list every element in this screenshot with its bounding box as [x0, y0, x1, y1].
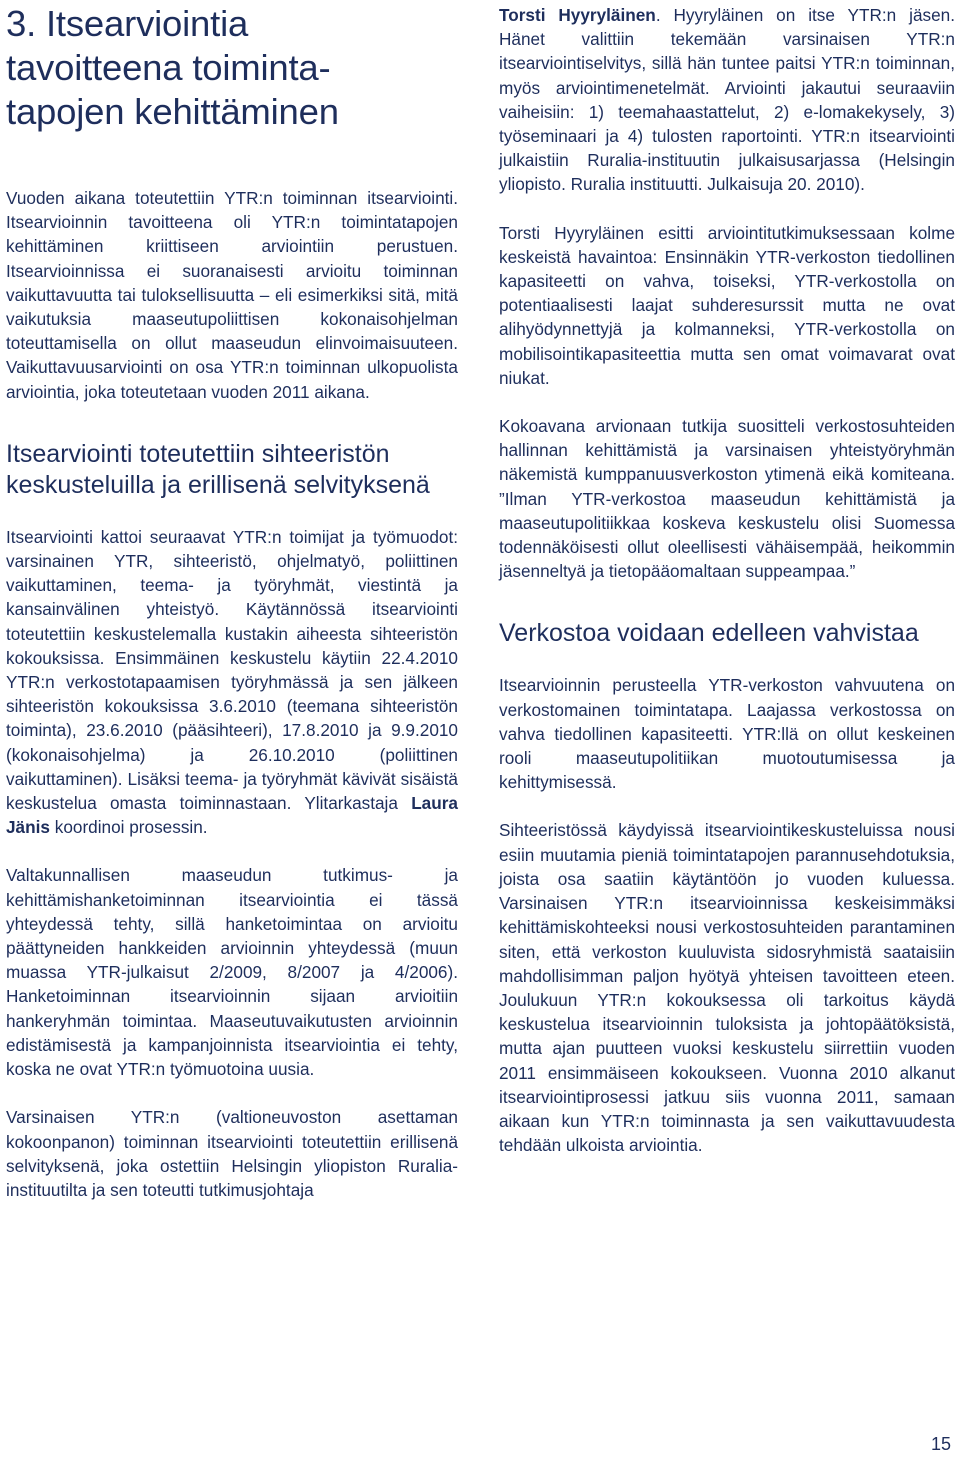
body-paragraph: Torsti Hyyryläinen esitti arviointitutkimuksessaan kolme keskeistä havaintoa: Ensinnäkin YTR-verkoston tiedollinen kapasiteetti on vahva, toiseksi, YTR-verkostolla on potentiaalisesti laajat suhderesurssit mutta ne ovat alihyödynnettyjä ja kolmanneksi, YTR-verkostolla on mobilisointikapasiteettia mutta sen omat voimavarat ovat niukat.	[499, 222, 955, 388]
chapter-title-line-2: tavoitteena toiminta-	[6, 47, 331, 88]
person-name: Laura Jänis	[6, 793, 458, 838]
right-column	[499, 0, 955, 1157]
left-column	[6, 0, 458, 1202]
body-paragraph: Itsearvioinnin perusteella YTR-verkoston vahvuutena on verkostomainen toimintatapa. Laajassa verkostossa on vahva tiedollinen kapasiteetti. YTR:llä on ollut keskeinen rooli maaseutupolitiikan muotoutumisessa ja kehittymisessä.	[499, 675, 955, 793]
chapter-title-line-1: 3. Itsearviointia	[6, 3, 249, 44]
body-paragraph: Valtakunnallisen maaseudun tutkimus- ja kehittämishanketoiminnan itsearviointia ei tässä yhteydessä tehty, sillä hanketoimintaa on arvioitu päättyneiden hankkeiden arvioinnin yhteydessä (muun muassa YTR-julkaisut 2/2009, 8/2007 ja 4/2006). Hanketoiminnan itsearvioinnin sijaan arvioitiin hankeryhmän toimintaa. Maaseutuvaikutusten arvioinnin edistämisestä ja kampanjoinnista itsearviointia ei tehty, koska ne ovat YTR:n työmuotoina uusia.	[6, 865, 458, 1080]
body-paragraph: Kokoavana arvionaan tutkija suositteli verkostosuhteiden hallinnan kehittämistä ja varsinaisen yhteistyöryhmän näkemistä kumppanuusverkoston ytimenä eikä komiteana. ”Ilman YTR-verkostoa maaseudun kehittämistä ja maaseutupolitiikkaa koskeva keskustelu olisi Suomessa todennäköisesti ollut oleellisesti vähäisempää, heikommin jäsenneltyä ja tietopääomaltaan suppeampaa.”	[499, 416, 955, 582]
body-paragraph: Varsinaisen YTR:n (valtioneuvoston asettaman kokoonpanon) toiminnan itsearviointi toteutettiin erillisenä selvityksenä, joka ostettiin Helsingin yliopiston Ruralia-instituutilta ja sen toteutti tutkimusjohtaja	[6, 1107, 458, 1200]
person-name: Torsti Hyyryläinen	[499, 5, 656, 25]
section-heading-network: Verkostoa voidaan edelleen vahvistaa	[499, 619, 919, 648]
body-text: koordinoi prosessin.	[49, 817, 208, 838]
page-number: 15	[931, 1434, 952, 1454]
section-heading-self-evaluation: Itsearviointi toteutettiin sihteeristön keskusteluilla ja erillisenä selvityksenä	[6, 439, 430, 499]
body-paragraph	[6, 525, 458, 840]
chapter-title	[6, 2, 458, 134]
body-text: Itsearviointi kattoi seuraavat YTR:n toimijat ja työmuodot: varsinainen YTR, sihteeristö, ohjelmatyö, poliittinen vaikuttaminen, teema- ja työryhmät, viestintä ja kansainvälinen yhteistyö. Käytännössä itsearviointi toteutettiin keskustelemalla kustakin aiheesta sihteeristön kokouksissa. Ensimmäinen keskustelu käytiin 22.4.2010 YTR:n verkostotapaamisen työryhmässä ja sen jälkeen sihteeristön kokouksissa 3.6.2010 (teemana sihteeristön toiminta), 23.6.2010 (pääsihteeri), 17.8.2010 ja 9.9.2010 (kokonaisohjelma) ja 26.10.2010 (poliittinen vaikuttaminen). Lisäksi teema- ja työryhmät kävivät sisäistä keskustelua omasta toiminnastaan. Ylitarkastaja	[6, 526, 458, 814]
intro-paragraph: Vuoden aikana toteutettiin YTR:n toiminnan itsearviointi. Itsearvioinnin tavoitteena oli YTR:n toimintatapojen kehittäminen kriittiseen arviointiin perustuen. Itsearvioinnissa ei suoranaisesti arvioitu toiminnan vaikuttavuutta tai tuloksellisuutta – eli esimerkiksi sitä, mitä vaikutuksia maaseutupoliittisen kokonaisohjelman toteuttamisella on ollut maaseudun elinvoimaisuuteen. Vaikuttavuusarviointi on osa YTR:n toiminnan ulkopuolista arviointia, joka toteutetaan vuoden 2011 aikana.	[6, 188, 458, 402]
body-text: . Hyyryläinen on itse YTR:n jäsen. Hänet valittiin tekemään varsinaisen YTR:n itsearviointiselvitys, sillä hän tuntee paitsi YTR:n toiminnan, myös arviointimenetelmät. Arviointi jakautui seuraaviin vaiheisiin: 1) teemahaastattelut, 2) e-lomakekysely, 3) työseminaari ja 4) tulosten raportointi. YTR:n itsearviointi julkaistiin Ruralia-instituutin julkaisusarjassa (Helsingin yliopisto. Ruralia instituutti. Julkaisuja 20. 2010).	[499, 5, 955, 195]
body-paragraph: Sihteeristössä käydyissä itsearviointikeskusteluissa nousi esiin muutamia pieniä toimintatapojen parannusehdotuksia, joista osa saatiin käytäntöön jo vuoden kuluessa. Varsinaisen YTR:n itsearvioinnissa keskeisimmäksi kehittämiskohteeksi nousi verkostosuhteiden parantaminen siten, että verkoston kuuluvista sidosryhmistä saataisiin mahdollisimman paljon hyötyä yhteisen tavoitteen eteen. Joulukuun YTR:n kokouksessa oli tarkoitus käydä keskustelua itsearvioinnin tuloksista ja johtopäätöksistä, mutta ajan puutteen vuoksi keskustelu siirrettiin vuoden 2011 ensimmäiseen kokoukseen. Vuonna 2010 alkanut itsearviointiprosessi jatkuu siis vuonna 2011, samaan aikaan kun YTR:n toiminnasta ja sen vaikuttavuudesta tehdään ulkoista arviointia.	[499, 820, 955, 1156]
body-paragraph	[499, 3, 955, 197]
chapter-title-line-3: tapojen kehittäminen	[6, 91, 339, 132]
